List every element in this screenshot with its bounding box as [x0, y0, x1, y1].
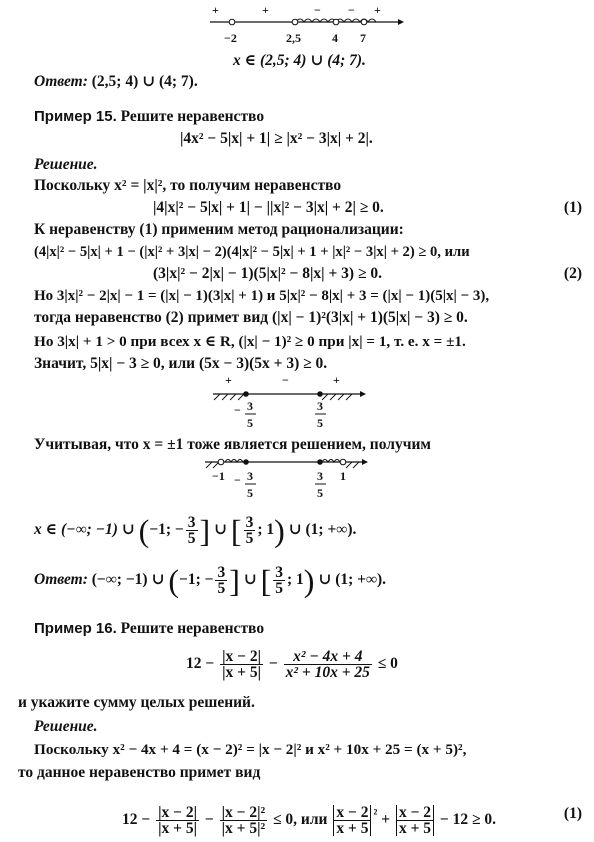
- paren-open-2: (: [168, 562, 179, 599]
- bracket-close: ]: [199, 512, 211, 549]
- point-1: [340, 459, 346, 465]
- bracket-open: [: [230, 512, 242, 549]
- point-neg-3-5-b: [243, 459, 249, 465]
- sign-2: +: [262, 3, 269, 17]
- sign-plus-left: +: [225, 373, 232, 387]
- point-7: [361, 19, 367, 25]
- point-minus1: [218, 459, 224, 465]
- label-7: 7: [360, 31, 366, 45]
- ex16-fraction-2: $\frac{\text{x² − 4x + 4}}{\text{x² + 10x + 25}}$: [285, 647, 370, 681]
- fin-fraction-2: $\frac{\text{|x − 2|²}}{\text{|x + 5|²}}$: [221, 804, 266, 838]
- pos-den: 5: [317, 416, 323, 430]
- sign-chart-1: [0, 0, 594, 50]
- sol-part-a: x ∈ (−∞; −1) ∪: [34, 521, 135, 538]
- example-16-task: Решите неравенство: [120, 620, 265, 637]
- fin-minus: −: [204, 811, 214, 829]
- equation-2: (3|x|² − 2|x| − 1)(5|x|² − 8|x| + 3) ≥ 0.: [153, 265, 382, 282]
- line-means: Значит, 5|x| − 3 ≥ 0, или (5x − 3)(5x + 3) ≥ 0.: [34, 355, 328, 372]
- paren-close: ): [274, 512, 285, 549]
- ans2-part-a: (−∞; −1) ∪: [91, 571, 165, 588]
- line-given: то данное неравенство примет вид: [18, 764, 261, 781]
- line-apply: К неравенству (1) применим метод рационализации:: [34, 221, 404, 238]
- point-neg-3-5: [243, 391, 249, 397]
- point-minus2: [229, 19, 235, 25]
- example-16-note: и укажите сумму целых решений.: [18, 694, 255, 711]
- neg-num: 3: [247, 399, 253, 413]
- line-then: тогда неравенство (2) примет вид (|x| − 1)²(3|x| + 1)(5|x| − 3) ≥ 0.: [34, 309, 468, 326]
- answer-1: [34, 73, 198, 91]
- bracket-open-2: [: [260, 562, 272, 599]
- axis-arrow-2: [360, 391, 366, 397]
- neg-minus: −: [234, 403, 241, 417]
- fraction-3-5-b: $\frac{3}{5}$: [245, 513, 254, 547]
- solution-label-2: Решение.: [34, 718, 98, 735]
- fin-fraction-4: $\frac{x - 2}{x + 5}$: [396, 805, 434, 836]
- final-inequality: [122, 792, 496, 842]
- line-consider: Учитывая, что x = ±1 тоже является решением, получим: [34, 436, 431, 453]
- answer-2-label: Ответ:: [34, 571, 88, 588]
- example-16-title: Пример 16.: [34, 620, 117, 637]
- fin-tail: − 12 ≥ 0.: [439, 811, 496, 829]
- neg-den: 5: [247, 416, 253, 430]
- paren-close-2: ): [303, 562, 315, 599]
- solution-set-1: x ∈ (2,5; 4) ∪ (4; 7).: [233, 52, 366, 69]
- fraction-3-5-d: $\frac{3}{5}$: [275, 563, 283, 597]
- fin-lead: 12 −: [122, 811, 151, 829]
- line-since-2: Поскольку x² − 4x + 4 = (x − 2)² = |x − 2|² и x² + 10x + 25 = (x + 5)²,: [34, 741, 467, 758]
- line-rationalization: (4|x|² − 5|x| + 1 − (|x|² + 3|x| − 2)(4|x|² − 5|x| + 1 + |x|² − 3|x| + 2) ≥ 0, или: [34, 244, 470, 260]
- final-tag: (1): [563, 805, 582, 822]
- ans2-part-c: ∪: [243, 571, 257, 588]
- example-16-heading: [34, 620, 264, 638]
- fin-square: ²: [373, 806, 378, 821]
- sol-part-d: ; 1: [257, 521, 275, 538]
- sign-4: −: [348, 3, 355, 17]
- example-15-heading: [34, 108, 264, 126]
- example-15-task: Решите неравенство: [120, 108, 265, 125]
- label-minus1: −1: [212, 469, 225, 483]
- line-since: Поскольку x² = |x|², то получим неравенство: [34, 177, 342, 194]
- axis-arrow-1: [398, 19, 404, 25]
- equation-1: |4|x|² − 5|x| + 1| − ||x|² − 3|x| + 2| ≥ 0.: [153, 199, 384, 216]
- sign-minus: −: [282, 373, 289, 387]
- equation-tag-1: (1): [563, 199, 582, 216]
- solution-set-2: [34, 512, 356, 548]
- hatch-right-3: [346, 462, 359, 468]
- axis-arrow-3: [362, 459, 368, 465]
- line-but: Но 3|x|² − 2|x| − 1 = (|x| − 1)(3|x| + 1) и 5|x|² − 8|x| + 3 = (|x| − 1)(5|x| − 3),: [34, 288, 490, 304]
- point-pos-3-5-b: [317, 459, 323, 465]
- ex16-tail: ≤ 0: [377, 655, 398, 672]
- fin-plus: +: [381, 811, 391, 829]
- pos-num: 3: [317, 399, 323, 413]
- bracket-close-2: ]: [229, 562, 240, 599]
- fin-le: ≤ 0, или: [273, 811, 328, 829]
- example-16-inequality: [186, 644, 398, 684]
- ans2-part-e: ∪ (1; +∞).: [318, 571, 387, 588]
- sign-plus-right: +: [333, 373, 340, 387]
- paren-open: (: [138, 512, 150, 549]
- line-but-2: Но 3|x| + 1 > 0 при всех x ∈ R, (|x| − 1)² ≥ 0 при |x| = 1, т. е. x = ±1.: [34, 333, 466, 350]
- hatch-right-2: [322, 394, 352, 400]
- label-4: 4: [332, 31, 338, 45]
- label-2-5: 2,5: [286, 31, 301, 45]
- answer-value: (2,5; 4) ∪ (4; 7).: [91, 73, 198, 90]
- neg-num-3: 3: [247, 469, 253, 483]
- sol-part-c: ∪: [214, 521, 228, 538]
- sign-chart-3: [0, 452, 594, 508]
- example-15-title: Пример 15.: [34, 108, 117, 125]
- ex16-lead: 12 −: [186, 655, 215, 672]
- label-minus2: −2: [224, 31, 237, 45]
- sign-5: +: [374, 3, 381, 17]
- hatch-left-2: [214, 394, 244, 400]
- pos-num-3: 3: [317, 469, 323, 483]
- neg-minus-3: −: [234, 473, 241, 487]
- fraction-3-5-c: $\frac{3}{5}$: [217, 563, 226, 597]
- solution-label-1: Решение.: [34, 156, 98, 173]
- hatch-left-3: [206, 462, 219, 468]
- ans2-part-d: ; 1: [287, 571, 304, 588]
- answer-label: Ответ:: [34, 73, 88, 90]
- fraction-3-5-a: $\frac{3}{5}$: [187, 513, 196, 547]
- ex16-mid: −: [268, 655, 278, 672]
- ans2-part-b: −1; −: [178, 571, 214, 588]
- point-pos-3-5: [317, 391, 323, 397]
- point-2-5: [292, 19, 298, 25]
- answer-2: [34, 562, 386, 598]
- sign-3: −: [314, 3, 321, 17]
- sign-1: +: [212, 3, 219, 17]
- sign-chart-2: [0, 372, 594, 432]
- equation-tag-2: (2): [563, 265, 582, 282]
- example-15-inequality: |4x² − 5|x| + 1| ≥ |x² − 3|x| + 2|.: [180, 130, 373, 147]
- neg-den-3: 5: [247, 486, 253, 500]
- pos-den-3: 5: [317, 486, 323, 500]
- sol-part-e: ∪ (1; +∞).: [288, 521, 357, 538]
- ex16-fraction-1: $\frac{|x - 2|}{|x + 5|}$: [222, 647, 262, 681]
- fin-fraction-3: $\frac{x - 2}{x + 5}$: [333, 805, 371, 836]
- label-1: 1: [340, 469, 346, 483]
- fin-fraction-1: $\frac{|x - 2|}{|x + 5|}$: [158, 804, 198, 838]
- sol-part-b: −1; −: [149, 521, 184, 538]
- point-4: [333, 19, 339, 25]
